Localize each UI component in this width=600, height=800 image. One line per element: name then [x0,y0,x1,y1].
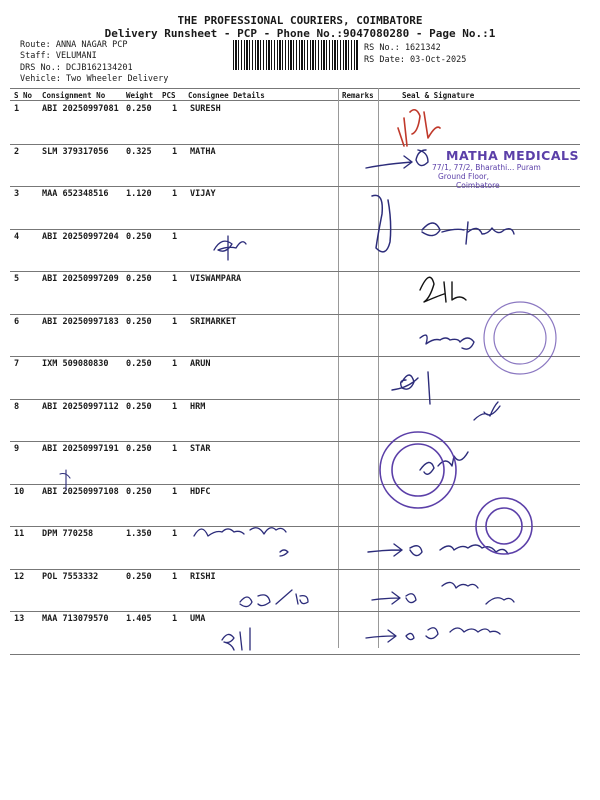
row-sno: 1 [14,104,20,114]
row-consignment-no: DPM 770258 [42,529,94,539]
staff-label: Staff: VELUMANI [20,51,97,61]
row-sno: 3 [14,189,20,199]
row-consignment-no: IXM 509080830 [42,359,109,369]
row-weight: 0.250 [126,231,152,242]
consignee-note-row-12 [240,590,308,607]
row-weight: 0.250 [126,401,152,412]
row-sno: 12 [14,571,25,582]
signature-row-6 [420,335,474,349]
row-pcs: 1 [172,359,178,369]
signature-row-5 [420,277,466,302]
row-pcs: 1 [172,231,178,242]
row-sno: 2 [14,146,20,157]
col-header-remarks: Remarks [342,91,374,100]
row-weight: 1.405 [126,614,152,624]
row-weight: 0.250 [126,444,152,454]
row-sno: 11 [14,529,25,539]
row-consignee: UMA [190,614,206,624]
row-pcs: 1 [172,189,178,199]
signature-row-13 [366,628,500,642]
row-pcs: 1 [172,571,178,582]
row-weight: 0.250 [126,316,152,327]
row-consignment-no: POL 7553332 [42,571,99,582]
row-consignee: VIJAY [190,189,216,199]
col-header-weight: Weight [126,91,154,100]
row-weight: 0.250 [126,274,152,284]
row-weight: 0.325 [126,146,152,157]
signature-row-12 [372,582,514,604]
row-sno: 9 [14,444,20,454]
row-weight: 0.250 [126,359,152,369]
signature-row-4 [422,222,514,244]
signature-row-3 [372,195,391,251]
row-consignment-no: SLM 379317056 [42,146,109,157]
row-consignee: VISWAMPARA [190,274,242,284]
route-label: Route: ANNA NAGAR PCP [20,40,128,50]
col-header-sno: S No [14,91,33,100]
consignee-sign-row-4 [214,236,246,260]
signature-row-1 [398,110,440,146]
row-consignment-no: ABI 20250997209 [42,274,119,284]
rs-date: RS Date: 03-Oct-2025 [364,55,467,65]
row-weight: 0.250 [126,571,152,582]
row-pcs: 1 [172,529,178,539]
company-title: THE PROFESSIONAL COURIERS, COIMBATORE [177,14,423,27]
row-pcs: 1 [172,104,178,114]
row-consignee: SURESH [190,104,221,114]
row-consignee: MATHA [190,146,216,157]
signature-row-11 [368,544,508,556]
row-pcs: 1 [172,146,178,157]
rs-number: RS No.: 1621342 [364,43,441,53]
row-pcs: 1 [172,316,178,327]
row-consignment-no: ABI 20250997112 [42,401,119,412]
row-weight: 1.120 [126,189,152,199]
row-consignment-no: ABI 20250997183 [42,316,119,327]
row-consignee: STAR [190,444,211,454]
runsheet-subtitle: Delivery Runsheet - PCP - Phone No.:9047080280 - Page No.:1 [104,27,496,40]
signature-row-8 [474,402,500,420]
row-weight: 1.350 [126,529,152,539]
row-consignment-no: ABI 20250997191 [42,444,119,454]
col-header-consignee: Consignee Details [188,91,265,100]
stamp-matha-address-3: Coimbatore [456,181,500,190]
stamp-matha-address-2: Ground Floor, [438,172,490,181]
row-consignee: HRM [190,401,206,412]
col-header-pcs: PCS [162,91,176,100]
row-sno: 4 [14,231,20,242]
signature-row-2 [366,150,428,168]
row-pcs: 1 [172,274,178,284]
row-consignment-no: MAA 713079570 [42,614,109,624]
stamp-matha-name: MATHA MEDICALS [446,148,579,163]
row-pcs: 1 [172,444,178,454]
row-pcs: 1 [172,401,178,412]
row-consignee: HDFC [190,486,211,497]
row-consignment-no: ABI 20250997081 [42,104,119,114]
mark-row-10 [60,470,70,490]
row-sno: 6 [14,316,20,327]
row-consignment-no: MAA 652348516 [42,189,109,199]
stamp-srimarket [484,302,556,374]
consignee-note-row-13 [222,628,250,650]
row-sno: 7 [14,359,20,369]
signature-row-7 [392,372,430,404]
stamp-matha-address-1: 77/1, 77/2, Bharathi... Puram [432,163,541,172]
row-consignment-no: ABI 20250997108 [42,486,119,497]
row-sno: 5 [14,274,20,284]
consignee-sign-row-11 [194,528,288,556]
row-pcs: 1 [172,614,178,624]
vehicle-label: Vehicle: Two Wheeler Delivery [20,74,169,84]
row-consignment-no: ABI 20250997204 [42,231,119,242]
row-sno: 8 [14,401,20,412]
row-sno: 13 [14,614,25,624]
row-sno: 10 [14,486,25,497]
stamp-hdfc [476,498,532,554]
col-header-seal: Seal & Signature [402,91,475,100]
row-consignee: ARUN [190,359,211,369]
row-consignee: SRIMARKET [190,316,237,327]
stamp-insurance [380,432,456,508]
drs-number: DRS No.: DCJB162134201 [20,63,133,73]
row-consignee: RISHI [190,571,216,582]
col-header-consignment: Consignment No [42,91,106,100]
row-weight: 0.250 [126,486,152,497]
row-pcs: 1 [172,486,178,497]
row-weight: 0.250 [126,104,152,114]
